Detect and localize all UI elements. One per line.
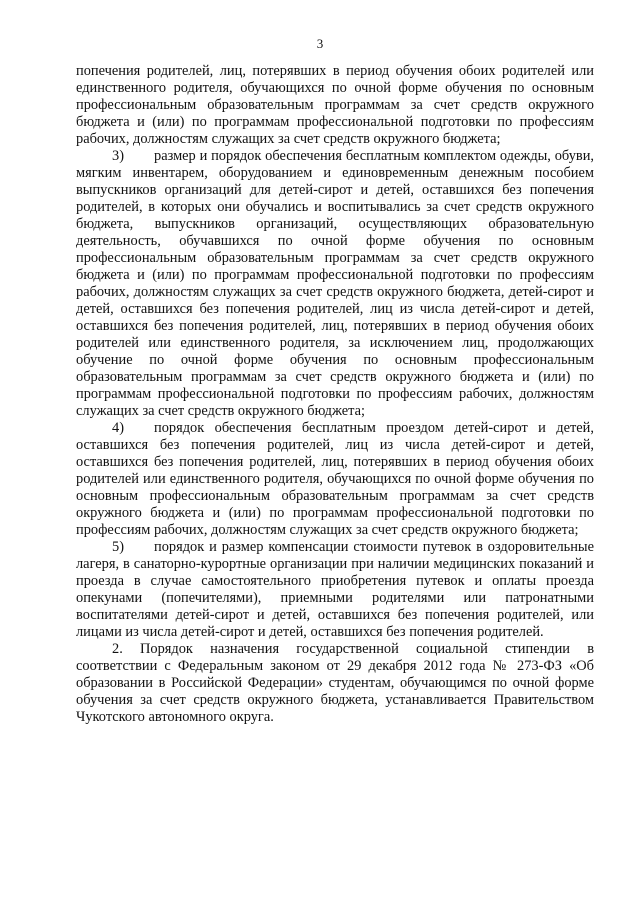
- list-item-text: размер и порядок обеспечения бесплатным комплектом одежды, обуви, мягким инвентарем, оборудованием и единовременным денежным пособием выпускников организаций для детей-сирот и детей, оставшихся без попечения родителей, в которых они обучались и воспитывались за счет средств окружного бюджета, выпускников организаций, осуществляющих образовательную деятельность, обучавшихся по очной форме обучения по основным профессиональным образовательным программам за счет средств окружного бюджета и (или) по программам профессиональной подготовки по профессиям рабочих, должностям служащих за счет средств окружного бюджета, детей-сирот и детей, оставшихся без попечения родителей, лиц из числа детей-сирот и детей, оставшихся без попечения родителей, лиц, потерявших в период обучения обоих родителей или единственного родителя, за исключением лиц, продолжающих обучение по очной форме обучения по основным профессиональным образовательным программам за счет средств окружного бюджета и (или) по программам профессиональной подготовки по профессиям рабочих, должностям служащих за счет средств окружного бюджета;: [76, 148, 594, 419]
- list-item-text: порядок и размер компенсации стоимости путевок в оздоровительные лагеря, в санаторно-курортные организации при наличии медицинских показаний и проезда в случае самостоятельного приобретения путевок и оплаты проезда опекунами (попечителями), приемными родителями или патронатными воспитателями детей-сирот и детей, оставшихся без попечения родителей, или лицами из числа детей-сирот и детей, оставшихся без попечения родителей.: [76, 539, 594, 640]
- list-item-number: 5): [112, 539, 124, 555]
- list-item: [76, 420, 594, 539]
- continuation-paragraph: попечения родителей, лиц, потерявших в период обучения обоих родителей или единственного родителя, обучающихся по очной форме обучения по основным профессиональным образовательным программам за счет средств окружного бюджета и (или) по программам профессиональной подготовки по профессиям рабочих, должностям служащих за счет средств окружного бюджета;: [76, 63, 594, 147]
- list-item: [76, 148, 594, 420]
- document-body: [76, 63, 594, 726]
- page-number: 3: [316, 36, 324, 51]
- list-item: [76, 539, 594, 641]
- list-item-number: 4): [112, 420, 124, 436]
- section-2-paragraph: 2. Порядок назначения государственной социальной стипендии в соответствии с Федеральным законом от 29 декабря 2012 года № 273-ФЗ «Об образовании в Российской Федерации» студентам, обучающимся по очной форме обучения за счет средств окружного бюджета, устанавливается Правительством Чукотского автономного округа.: [76, 641, 594, 725]
- list-item-number: 3): [112, 148, 124, 164]
- list-item-text: порядок обеспечения бесплатным проездом детей-сирот и детей, оставшихся без попечения родителей, лиц из числа детей-сирот и детей, оставшихся без попечения родителей, лиц, потерявших в период обучения обоих родителей или единственного родителя, обучающихся по очной форме обучения по основным профессиональным образовательным программам за счет средств окружного бюджета и (или) по программам профессиональной подготовки по профессиям рабочих, должностям служащих за счет средств окружного бюджета;: [76, 420, 594, 538]
